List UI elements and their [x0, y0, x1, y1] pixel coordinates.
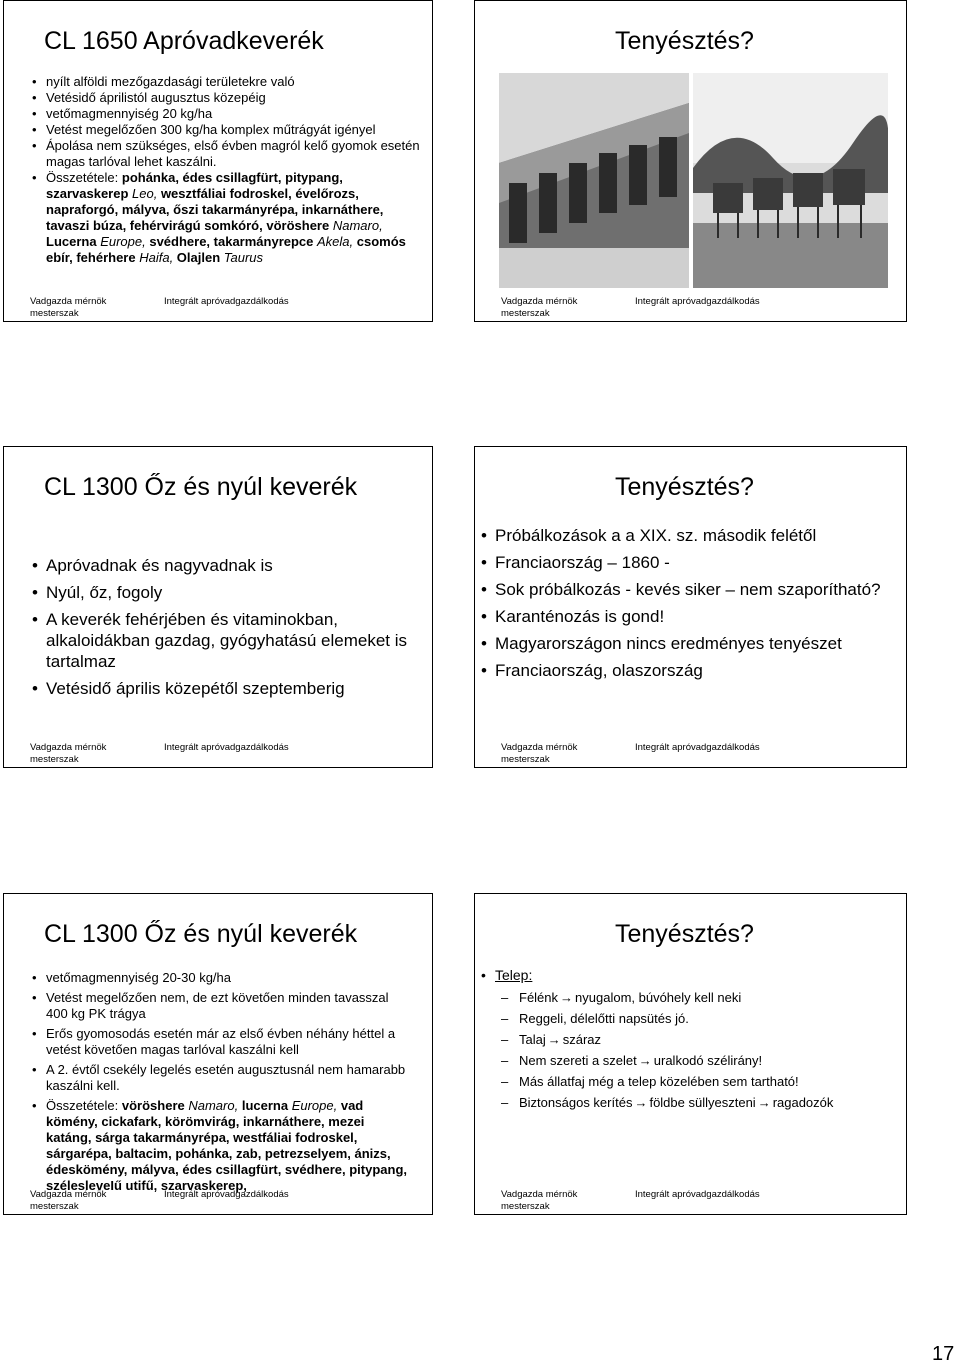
composition-label: Összetétele:: [46, 1098, 122, 1113]
list-item: – Reggeli, délelőtti napsütés jó.: [499, 1011, 899, 1027]
slide-title: CL 1300 Őz és nyúl keverék: [44, 920, 358, 948]
list-item: • Franciaország, olaszország: [479, 660, 899, 681]
telep-label: Telep:: [495, 967, 533, 983]
slide-title: Tenyésztés?: [615, 920, 754, 948]
list-item: – Más állatfaj még a telep közelében sem tartható!: [499, 1074, 899, 1090]
slide-title: Tenyésztés?: [615, 27, 754, 55]
list-item: • A 2. évtől csekély legelés esetén augusztusnál nem hamarabb kaszálni kell.: [30, 1062, 410, 1094]
footer-left: Vadgazda mérnök mesterszak: [30, 1189, 107, 1212]
footer-right: Integrált apróvadgazdálkodás: [164, 296, 289, 307]
list-item: • Vetést megelőzően 300 kg/ha komplex műtrágyát igényel: [30, 122, 420, 138]
list-item: • Nyúl, őz, fogoly: [30, 582, 410, 603]
footer-left: Vadgazda mérnök mesterszak: [501, 1189, 578, 1212]
list-item: [479, 967, 899, 983]
footer-right: Integrált apróvadgazdálkodás: [635, 1189, 760, 1200]
slide-tenyesztes-history: [474, 446, 907, 768]
list-item: • Erős gyomosodás esetén már az első évben néhány héttel a vetést követően magas tarlóval kaszálni kell: [30, 1026, 410, 1058]
list-item: – Nem szereti a szelet → uralkodó szélirány!: [499, 1053, 899, 1069]
list-item: • Vetésidő áprilistól augusztus közepéig: [30, 90, 420, 106]
slide-title: CL 1650 Apróvadkeverék: [44, 27, 324, 55]
footer-right: Integrált apróvadgazdálkodás: [635, 296, 760, 307]
list-item: • Vetésidő április közepétől szeptemberig: [30, 678, 410, 699]
slide-cl1650: [3, 0, 433, 322]
bullet-list: [30, 970, 410, 1194]
list-item: – Biztonságos kerítés → földbe süllyeszteni → ragadozók: [499, 1095, 899, 1111]
bullet-list: [479, 967, 899, 989]
bullet-list: [30, 74, 420, 266]
list-item: • A keverék fehérjében és vitaminokban, alkaloidákban gazdag, gyógyhatású elemeket is tartalmaz: [30, 609, 410, 672]
arrow-icon: →: [634, 1095, 648, 1110]
footer-right: Integrált apróvadgazdálkodás: [164, 742, 289, 753]
footer-right: Integrált apróvadgazdálkodás: [635, 742, 760, 753]
slide-tenyesztes-telep: [474, 893, 907, 1215]
list-item: • Ápolása nem szükséges, első évben magról kelő gyomok esetén magas tarlóval lehet kaszálni.: [30, 138, 420, 170]
list-item: • Magyarországon nincs eredményes tenyészet: [479, 633, 899, 654]
arrow-icon: →: [560, 990, 574, 1005]
list-item: • Vetést megelőzően nem, de ezt követően minden tavasszal 400 kg PK trágya: [30, 990, 410, 1022]
footer-left: Vadgazda mérnök mesterszak: [30, 742, 107, 765]
slide-title: Tenyésztés?: [615, 473, 754, 501]
footer-left: Vadgazda mérnök mesterszak: [501, 296, 578, 319]
arrow-icon: →: [757, 1095, 771, 1110]
list-item: • Karanténozás is gond!: [479, 606, 899, 627]
list-item: • Apróvadnak és nagyvadnak is: [30, 555, 410, 576]
footer-left: Vadgazda mérnök mesterszak: [30, 296, 107, 319]
slide-tenyesztes-photos: [474, 0, 907, 322]
composition-item: • Összetétele: vöröshere Namaro, lucerna Europe, vad kömény, cickafark, körömvirág, inkarnáthere, mezei katáng, sárga takarmányrépa, westfáliai fodroskel, sárgarépa, baltacim, pohánka, zab, petrezselyem, ánizs, édeskömény, mályva, édes csillagfürt, svédhere, pitypang, szélesleveIű utifű, szarvaskerep,: [30, 1098, 410, 1194]
list-item: • Franciaország – 1860 -: [479, 552, 899, 573]
bullet-list: [479, 525, 899, 681]
telep-sublist: [499, 990, 899, 1111]
hutch-roof-photo: [499, 73, 689, 288]
slide-cl1300-b: [3, 893, 433, 1215]
list-item: • vetőmagmennyiség 20 kg/ha: [30, 106, 420, 122]
arrow-icon: →: [638, 1053, 652, 1068]
composition-label: Összetétele:: [46, 170, 122, 185]
composition-item: • Összetétele: pohánka, édes csillagfürt, pitypang, szarvaskerep Leo, wesztfáliai fodroskel, évelőrozs, napraforgó, mályva, őszi takarmányrépa, inkarnáthere, tavaszi búza, fehérvirágú somkóró, vöröshere Namaro, Lucerna Europe, svédhere, takarmányrepce Akela, csomós ebír, fehérhere Haifa, Olajlen Taurus: [30, 170, 420, 266]
slide-cl1300-a: [3, 446, 433, 768]
list-item: • Sok próbálkozás - kevés siker – nem szaporítható?: [479, 579, 899, 600]
arrow-icon: →: [547, 1032, 561, 1047]
list-item: – Talaj → száraz: [499, 1032, 899, 1048]
list-item: • nyílt alföldi mezőgazdasági területekre való: [30, 74, 420, 90]
footer-right: Integrált apróvadgazdálkodás: [164, 1189, 289, 1200]
bullet-list: [30, 555, 410, 699]
page-number: 17: [932, 1343, 955, 1365]
slide-title: CL 1300 Őz és nyúl keverék: [44, 473, 358, 501]
hutches-field-photo: [693, 73, 888, 288]
list-item: • Próbálkozások a a XIX. sz. második felétől: [479, 525, 899, 546]
list-item: • vetőmagmennyiség 20-30 kg/ha: [30, 970, 410, 986]
footer-left: Vadgazda mérnök mesterszak: [501, 742, 578, 765]
list-item: – Félénk → nyugalom, búvóhely kell neki: [499, 990, 899, 1006]
